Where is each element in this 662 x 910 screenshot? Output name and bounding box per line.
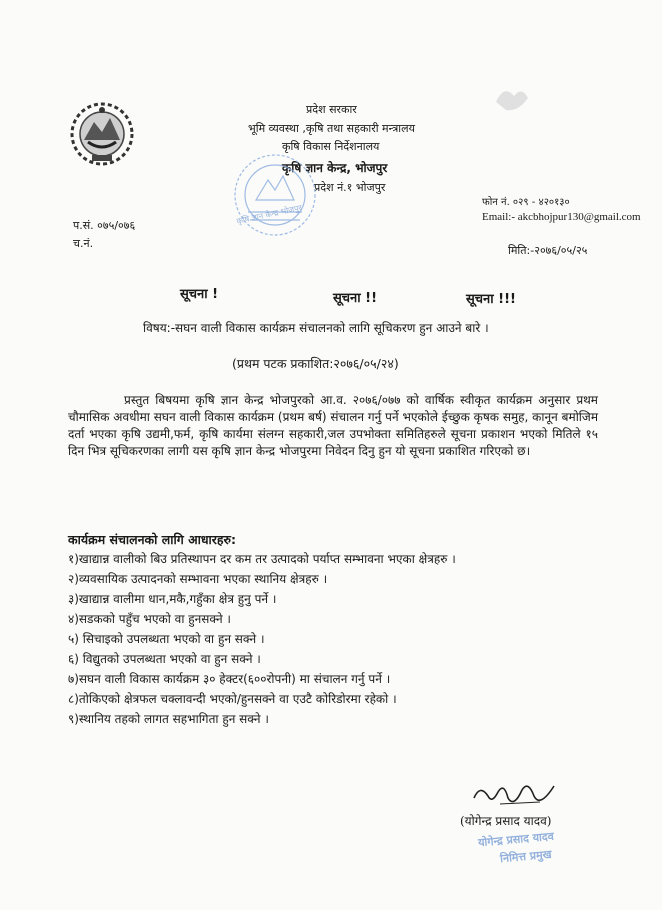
header-line-4: कृषि ज्ञान केन्द्र, भोजपुर [282,161,388,175]
list-item: ९)स्थानिय तहको लागत सहभागिता हुन सक्ने । [68,712,269,726]
letter-date: मिति:-२०७६/०५/२५ [508,244,588,257]
subject-line: विषय:-सघन वाली विकास कार्यक्रम संचालनको लागि सूचिकरण हुन आउने बारे । [143,321,489,335]
criteria-heading: कार्यक्रम संचालनको लागि आधारहरु: [68,532,237,547]
list-item: ८)तोकिएको क्षेत्रफल चक्लावन्दी भएको/हुनसक्ने वा एउटै कोरिडोरमा रहेको । [68,692,397,706]
signature-stamp-line-1: योगेन्द्र प्रसाद यादव [477,829,555,850]
list-item: १)खाद्यान्न वालीको बिउ प्रतिस्थापन दर कम तर उत्पादको पर्याप्त सम्भावना भएका क्षेत्रहरु । [68,552,456,566]
chalani-number: च.नं. [73,237,94,250]
list-item: ७)सघन वाली विकास कार्यक्रम ३० हेक्टर(६००रोपनी) मा संचालन गर्नु पर्ने । [68,672,391,686]
office-stamp-icon [228,150,322,240]
list-item: ६) विद्युतको उपलब्धता भएको वा हुन सक्ने । [68,652,261,666]
notice-word-2: सूचना !! [333,291,378,306]
notice-word-3: सूचना !!! [466,292,516,307]
published-date: (प्रथम पटक प्रकाशित:२०७६/०५/२४) [232,356,399,371]
list-item: २)व्यवसायिक उत्पादनको सम्भावना भएका स्थानिय क्षेत्रहरु । [68,572,328,586]
criteria-list [68,551,608,728]
header-line-3: कृषि विकास निर्देशनालय [282,140,380,153]
signature-mark-icon [470,778,560,812]
email-address: Email:- akcbhojpur130@gmail.com [482,211,641,223]
header-line-2: भूमि व्यवस्था ,कृषि तथा सहकारी मन्त्रालय [248,122,415,135]
office-stamp-text: कृषि ज्ञान केन्द्र भोजपुर [235,203,303,226]
header-line-5: प्रदेश नं.१ भोजपुर [314,181,386,194]
signature-stamp-line-2: निमित्त प्रमुख [499,847,553,866]
list-item: ४)सडकको पहुँच भएको वा हुनसक्ने । [68,612,231,626]
government-emblem-icon [70,100,134,168]
phone-number: फोन नं. ०२९ - ४२०१३० [482,197,570,208]
patra-sankhya: प.सं. ०७५/०७६ [73,219,136,232]
body-paragraph: प्रस्तुत बिषयमा कृषि ज्ञान केन्द्र भोजपुरको आ.व. २०७६/०७७ को वार्षिक स्वीकृत कार्यक्रम अनुसार प्रथम चौमासिक अवधीमा सघन वाली विकास कार्यक्रम (प्रथम बर्ष) संचालन गर्नु पर्ने भएकोले ईच्छुक कृषक समुह, कानून बमोजिम दर्ता भएका कृषि उद्यमी,फर्म, कृषि कार्यमा संलग्न सहकारी,जल उपभोक्ता समितिहरुले सूचना प्रकाशन भएको मितिले १५ दिन भित्र सूचिकरणका लागी यस कृषि ज्ञान केन्द्र भोजपुरमा निवेदन दिनु हुन यो सूचना प्रकाशित गरिएको छ। [68,393,598,458]
signatory-name: (योगेन्द्र प्रसाद यादव) [460,814,552,828]
notice-word-1: सूचना ! [180,287,219,302]
list-item: ५) सिचाइको उपलब्धता भएको वा हुन सक्ने । [68,632,265,646]
header-line-1: प्रदेश सरकार [306,103,357,116]
list-item: ३)खाद्यान्न वालीमा धान,मकै,गहुँका क्षेत्र हुनु पर्ने । [68,592,277,606]
watermark-icon [492,82,532,116]
